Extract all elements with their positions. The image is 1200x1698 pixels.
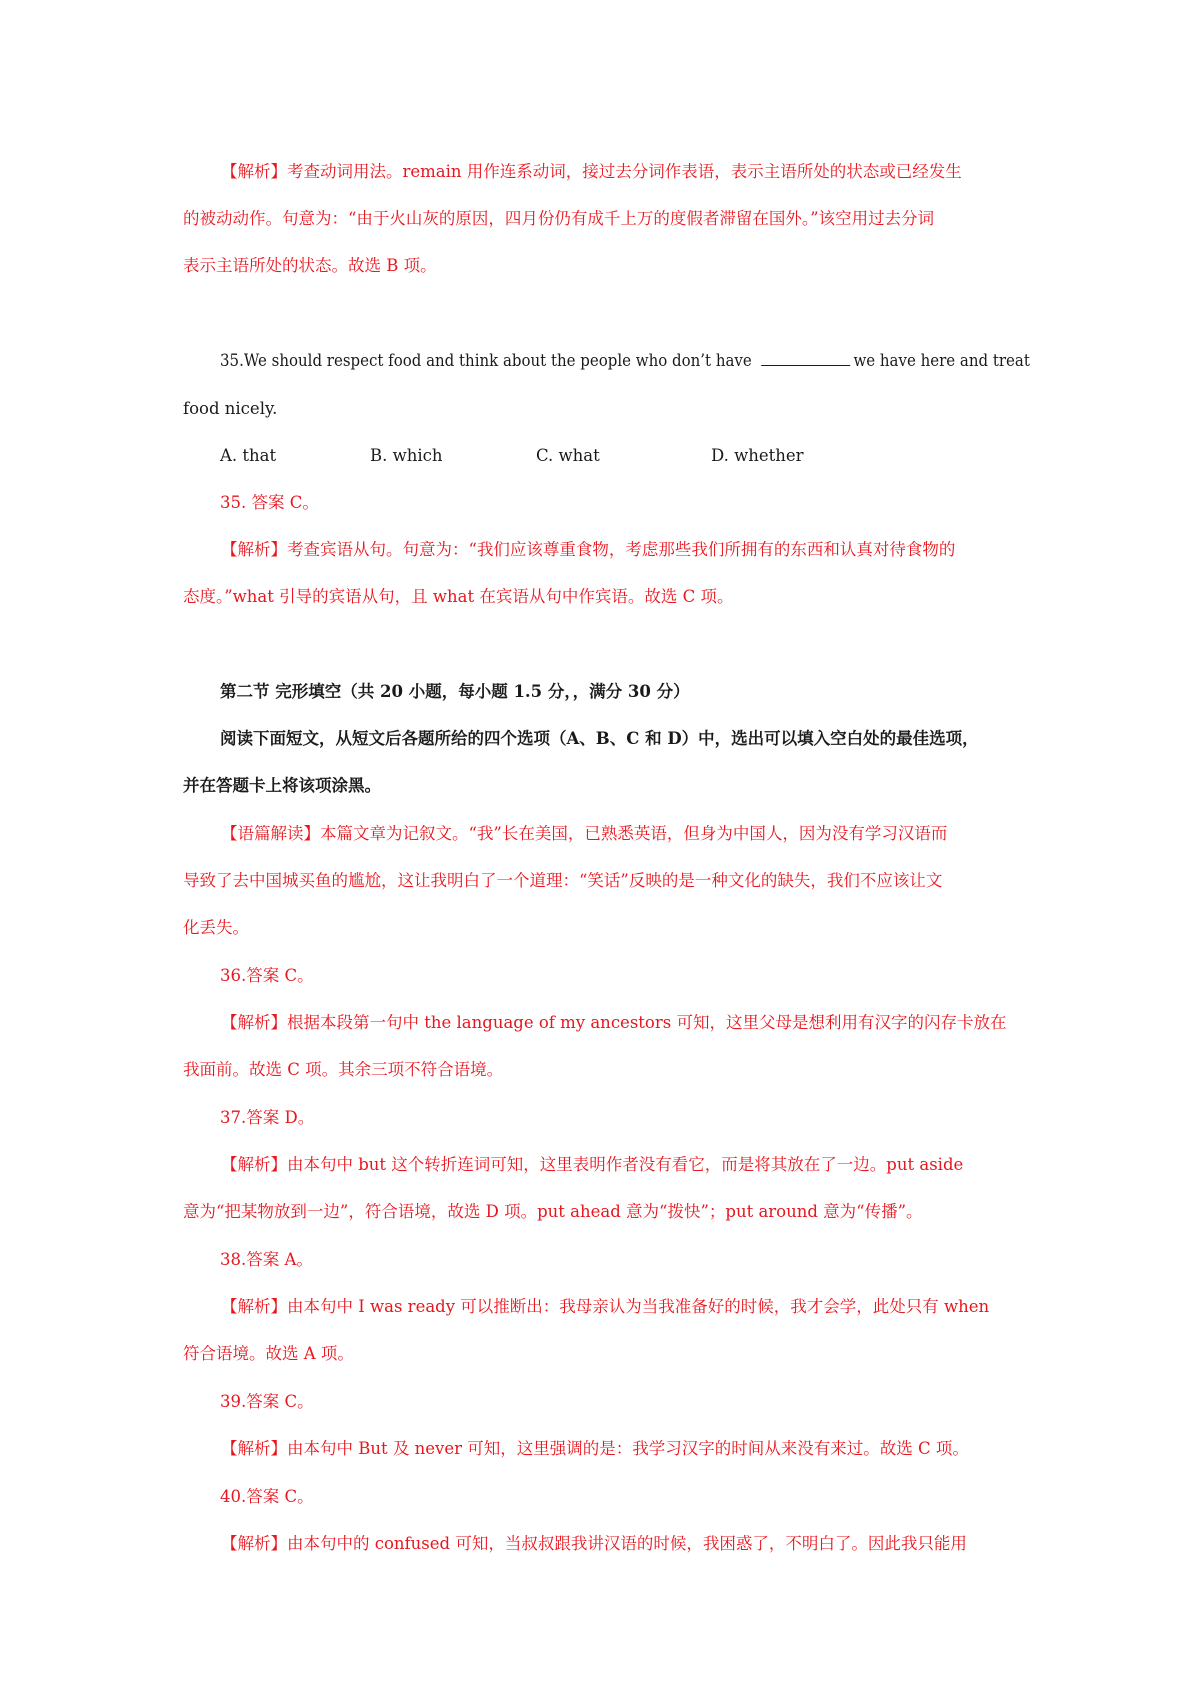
question-35-stem-continued: food nicely. (183, 399, 278, 418)
option-c: C. what (536, 446, 600, 465)
analysis-36-line-2: 我面前。故选 C 项。其余三项不符合语境。 (183, 1060, 504, 1079)
answer-35: 35. 答案 C。 (220, 493, 319, 512)
analysis-36-line-1: 【解析】根据本段第一句中 the language of my ancestors 可知，这里父母是想利用有汉字的闪存卡放在 (221, 1013, 1007, 1032)
answer-37: 37.答案 D。 (220, 1108, 315, 1127)
option-a: A. that (220, 446, 277, 465)
option-d: D. whether (711, 446, 804, 465)
answer-36: 36.答案 C。 (220, 966, 314, 985)
answer-blank (761, 351, 850, 366)
question-35-stem-before: 35.We should respect food and think about the people who don’t have (220, 351, 752, 370)
section-instructions-line-2: 并在答题卡上将该项涂黑。 (183, 776, 381, 795)
analysis-37-line-1: 【解析】由本句中 but 这个转折连词可知，这里表明作者没有看它，而是将其放在了一边。put aside (221, 1155, 964, 1174)
question-35-stem (220, 349, 1030, 373)
analysis-38-line-1: 【解析】由本句中 I was ready 可以推断出：我母亲认为当我准备好的时候，我才会学，此处只有 when (221, 1297, 990, 1316)
passage-summary-line-1: 【语篇解读】本篇文章为记叙文。“我”长在美国，已熟悉英语，但身为中国人，因为没有学习汉语而 (221, 824, 948, 843)
analysis-37-line-2: 意为“把某物放到一边”，符合语境，故选 D 项。put ahead 意为“拨快”；put around 意为“传播”。 (183, 1202, 923, 1221)
answer-38: 38.答案 A。 (220, 1250, 313, 1269)
section-instructions-line-1: 阅读下面短文，从短文后各题所给的四个选项（A、B、C 和 D）中，选出可以填入空白处的最佳选项， (220, 729, 979, 748)
passage-summary-line-2: 导致了去中国城买鱼的尴尬，这让我明白了一个道理：“笑话”反映的是一种文化的缺失，我们不应该让文 (183, 871, 943, 890)
analysis-35-line-2: 态度。”what 引导的宾语从句，且 what 在宾语从句中作宾语。故选 C 项。 (183, 587, 734, 606)
analysis-34-line-2: 的被动动作。句意为：“由于火山灰的原因，四月份仍有成千上万的度假者滞留在国外。”该空用过去分词 (183, 209, 935, 228)
answer-40: 40.答案 C。 (220, 1487, 314, 1506)
analysis-34-line-1: 【解析】考查动词用法。remain 用作连系动词，接过去分词作表语，表示主语所处的状态或已经发生 (221, 162, 962, 181)
analysis-40-line-1: 【解析】由本句中的 confused 可知，当叔叔跟我讲汉语的时候，我困惑了，不明白了。因此我只能用 (221, 1534, 967, 1553)
analysis-35-line-1: 【解析】考查宾语从句。句意为：“我们应该尊重食物，考虑那些我们所拥有的东西和认真对待食物的 (221, 540, 956, 559)
passage-summary-line-3: 化丢失。 (183, 918, 249, 937)
answer-39: 39.答案 C。 (220, 1392, 314, 1411)
analysis-38-line-2: 符合语境。故选 A 项。 (183, 1344, 354, 1363)
analysis-34-line-3: 表示主语所处的状态。故选 B 项。 (183, 256, 437, 275)
question-35-stem-after: we have here and treat (853, 351, 1030, 370)
analysis-39-line-1: 【解析】由本句中 But 及 never 可知，这里强调的是：我学习汉字的时间从来没有来过。故选 C 项。 (221, 1439, 969, 1458)
option-b: B. which (370, 446, 443, 465)
section-heading: 第二节 完形填空（共 20 小题，每小题 1.5 分，，满分 30 分） (220, 682, 690, 701)
